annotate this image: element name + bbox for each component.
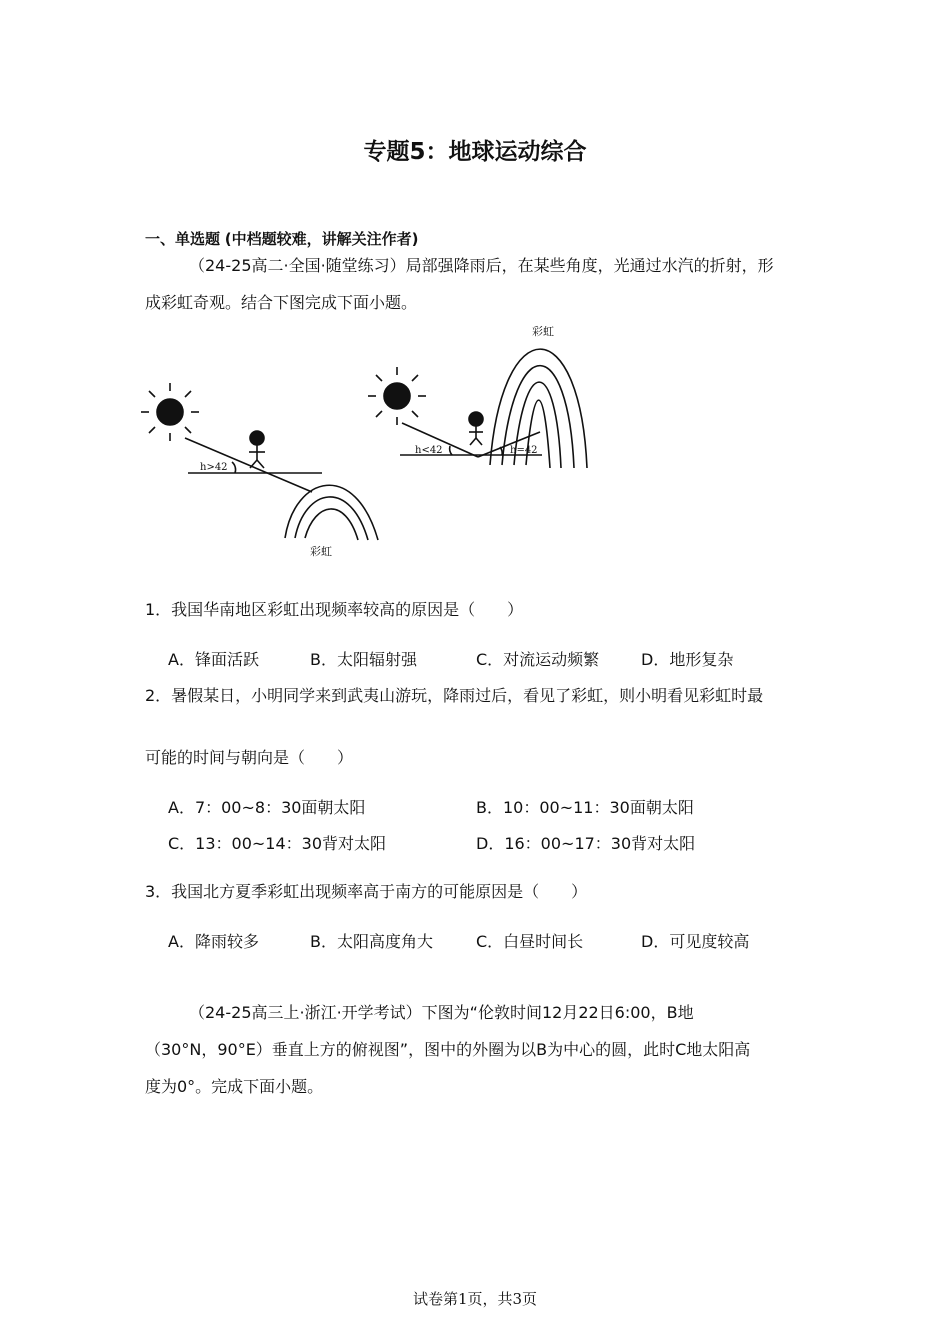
rainbow-label-right: 彩虹: [532, 325, 554, 338]
q3-option-b: B．太阳高度角大: [310, 932, 433, 951]
rainbow-figure: [140, 320, 600, 565]
angle-label-left: h>42: [200, 462, 228, 473]
q2-option-b: B．10：00~11：30面朝太阳: [476, 798, 694, 817]
intro1-line2: 成彩虹奇观。结合下图完成下面小题。: [145, 293, 418, 312]
q2-stem-line1: 2．暑假某日，小明同学来到武夷山游玩，降雨过后，看见了彩虹，则小明看见彩虹时最: [145, 686, 764, 705]
q1-option-b: B．太阳辐射强: [310, 650, 417, 669]
sun-icon-left: [141, 383, 199, 441]
q1-option-d: D．地形复杂: [641, 650, 734, 669]
page-footer: 试卷第1页，共3页: [412, 1290, 538, 1308]
q1-stem: 1．我国华南地区彩虹出现频率较高的原因是（ ）: [145, 600, 524, 619]
q1-option-a: A．锋面活跃: [168, 650, 259, 669]
intro1-line1: （24-25高二·全国·随堂练习）局部强降雨后，在某些角度，光通过水汽的折射，形: [189, 256, 774, 275]
person-icon-left: [249, 431, 265, 468]
q3-stem: 3．我国北方夏季彩虹出现频率高于南方的可能原因是（ ）: [145, 882, 588, 901]
q3-option-a: A．降雨较多: [168, 932, 259, 951]
sun-icon-right: [368, 367, 426, 425]
q1-option-c: C．对流运动频繁: [476, 650, 600, 669]
rainbow-label-left: 彩虹: [310, 545, 332, 558]
q2-option-a: A．7：00~8：30面朝太阳: [168, 798, 366, 817]
q3-option-d: D．可见度较高: [641, 932, 750, 951]
section-heading: [145, 228, 419, 249]
angle-label-right-2: h=42: [510, 445, 538, 456]
rainbow-icon-right: [490, 349, 587, 468]
q3-option-c: C．白昼时间长: [476, 932, 584, 951]
intro2-line3: 度为0°。完成下面小题。: [145, 1077, 324, 1096]
page-title: 专题5：地球运动综合: [363, 139, 587, 165]
rainbow-icon-left: [285, 485, 378, 540]
section-note: (中档题较难，讲解关注作者): [224, 230, 419, 248]
angle-label-right-1: h<42: [415, 445, 443, 456]
intro2-line1: （24-25高三上·浙江·开学考试）下图为“伦敦时间12月22日6:00，B地: [189, 1003, 694, 1022]
section-label: 一、单选题: [145, 230, 221, 248]
person-icon-right: [469, 412, 483, 445]
q2-stem-line2: 可能的时间与朝向是（ ）: [145, 748, 354, 767]
q2-option-d: D．16：00~17：30背对太阳: [476, 834, 696, 853]
intro2-line2: （30°N，90°E）垂直上方的俯视图”，图中的外圈为以B为中心的圆，此时C地太阳高: [145, 1040, 751, 1059]
q2-option-c: C．13：00~14：30背对太阳: [168, 834, 387, 853]
